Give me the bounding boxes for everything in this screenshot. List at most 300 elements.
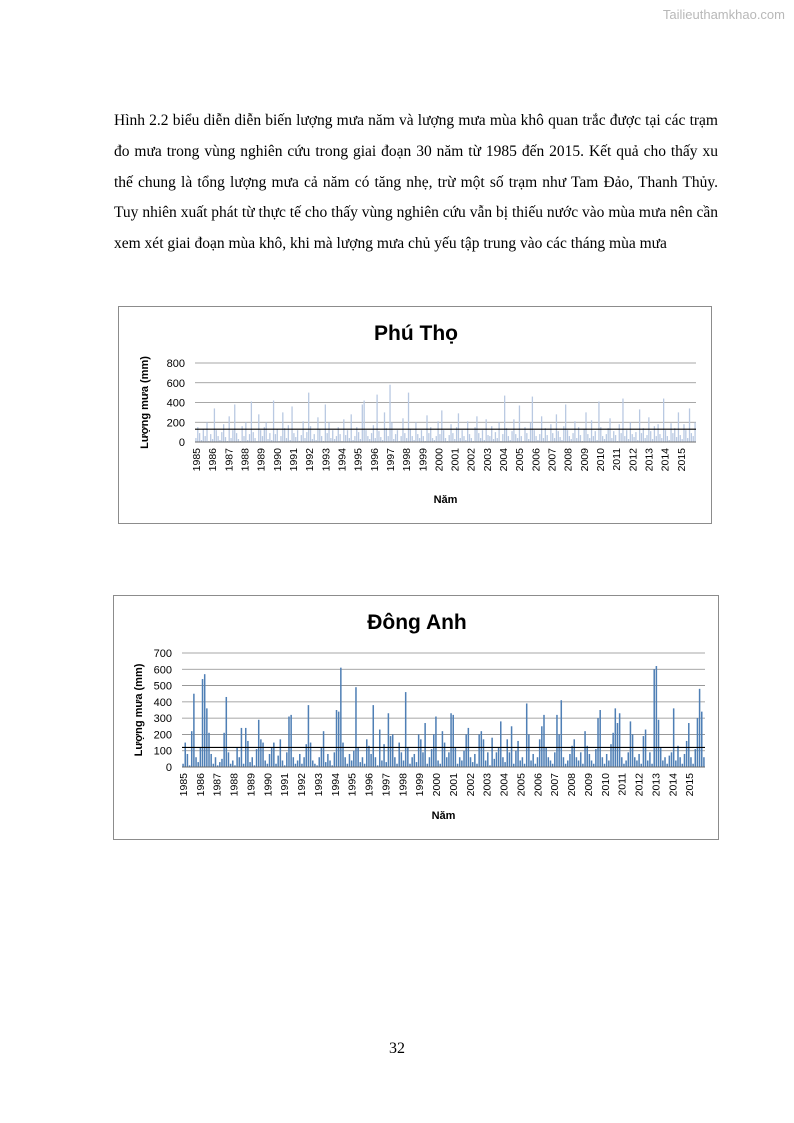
bar [615, 435, 616, 442]
x-tick-label: 2014 [667, 773, 680, 797]
bar [528, 734, 530, 767]
bar [334, 752, 336, 767]
bar [386, 428, 387, 442]
bar [569, 754, 571, 767]
bar [509, 752, 511, 767]
bar [301, 435, 302, 442]
bar [630, 422, 631, 442]
bar [687, 438, 688, 442]
bar [646, 435, 647, 442]
bar [290, 715, 292, 767]
bar [236, 433, 237, 442]
x-tick-label: 2012 [627, 448, 640, 472]
bar [611, 438, 612, 442]
x-tick-label: 1988 [239, 448, 252, 472]
bar [446, 757, 448, 767]
bar [340, 668, 342, 767]
bar [677, 746, 679, 767]
bar [465, 734, 467, 767]
bar [632, 434, 633, 442]
bar [699, 689, 701, 767]
bar [649, 752, 651, 767]
bar [193, 694, 195, 767]
bar [435, 717, 437, 767]
bar [694, 422, 695, 442]
y-tick-label: 600 [153, 664, 172, 677]
x-tick-label: 2004 [498, 773, 511, 797]
bar [695, 749, 697, 767]
bar [561, 700, 563, 767]
bar [660, 747, 662, 767]
bar [615, 708, 617, 767]
x-tick-label: 2000 [433, 448, 446, 472]
x-tick-label: 1996 [368, 448, 381, 472]
bar [680, 435, 681, 442]
bar [406, 438, 407, 442]
bar [318, 757, 320, 767]
bar [521, 436, 522, 442]
bar [392, 734, 394, 767]
bar [513, 419, 514, 442]
bar [204, 674, 206, 767]
bar [336, 436, 337, 442]
bar [455, 747, 457, 767]
bar [253, 432, 254, 442]
chart-phu-tho-svg [119, 307, 713, 525]
bar [230, 438, 231, 442]
bar [497, 438, 498, 442]
x-tick-label: 2009 [578, 448, 591, 472]
bar [656, 436, 657, 442]
bar [422, 752, 424, 767]
bar [448, 752, 450, 767]
bar [282, 760, 284, 767]
bar [349, 438, 350, 442]
bar [251, 757, 253, 767]
bar [275, 434, 276, 442]
x-tick-label: 2003 [481, 448, 494, 472]
bar [489, 436, 490, 442]
bar [632, 734, 634, 767]
bar [491, 738, 493, 767]
bar [591, 420, 592, 442]
bar [517, 438, 518, 442]
bar [635, 432, 636, 442]
bar [606, 754, 608, 767]
bar [511, 726, 513, 767]
bar [258, 414, 259, 442]
bar [269, 754, 271, 767]
bar [297, 760, 299, 767]
bar [482, 430, 483, 442]
bar [338, 712, 340, 767]
bar [360, 762, 362, 767]
bar [221, 432, 222, 442]
bar [375, 757, 377, 767]
bar [480, 438, 481, 442]
bar [494, 759, 496, 767]
bar [388, 436, 389, 442]
bar [539, 739, 541, 767]
x-tick-label: 1991 [279, 773, 292, 797]
x-tick-label: 2011 [611, 448, 624, 471]
bar [608, 428, 609, 442]
bar [571, 746, 573, 767]
bar [284, 428, 285, 442]
bar [332, 430, 333, 442]
bar [622, 399, 623, 442]
x-tick-label: 2001 [447, 773, 460, 797]
bar [530, 422, 531, 442]
bar [686, 741, 688, 767]
x-tick-label: 2013 [650, 773, 663, 797]
bar [403, 760, 405, 767]
bar [388, 713, 390, 767]
x-tick-label: 2007 [546, 448, 559, 472]
bar [645, 730, 647, 767]
bar [232, 760, 234, 767]
bar [366, 739, 368, 767]
bar [584, 429, 585, 442]
bar [328, 422, 329, 442]
bar [206, 708, 208, 767]
x-tick-label: 1986 [207, 448, 220, 472]
bar [526, 433, 527, 442]
bar [612, 733, 614, 767]
bar [245, 422, 246, 442]
bar [641, 433, 642, 442]
bar [398, 743, 400, 767]
bar [243, 436, 244, 442]
bar [539, 434, 540, 442]
bar [639, 409, 640, 442]
x-tick-label: 2000 [431, 773, 444, 797]
bar [659, 434, 660, 442]
bar [563, 757, 565, 767]
bar [463, 436, 464, 442]
x-tick-label: 1991 [287, 448, 300, 472]
y-tick-label: 100 [153, 745, 172, 758]
bar [431, 749, 433, 767]
x-tick-label: 2005 [514, 448, 527, 472]
bar [215, 757, 217, 767]
bar [402, 418, 403, 442]
watermark: Tailieuthamkhao.com [662, 7, 785, 22]
bar [585, 412, 586, 442]
bar [184, 743, 186, 767]
bar [411, 757, 413, 767]
y-tick-label: 200 [153, 729, 172, 742]
bar [293, 433, 294, 442]
bar [323, 731, 325, 767]
bar [461, 430, 462, 442]
y-axis-title: Lượng mưa (mm) [133, 663, 145, 757]
page-number: 32 [389, 1040, 405, 1057]
bar [432, 438, 433, 442]
y-tick-label: 700 [153, 648, 172, 660]
bar [408, 393, 409, 442]
bar [405, 692, 407, 767]
bar [683, 424, 684, 442]
bar [573, 739, 575, 767]
bar [445, 438, 446, 442]
bar [458, 413, 459, 442]
chart-dong-anh [113, 595, 719, 840]
bar [417, 434, 418, 442]
bar [645, 438, 646, 442]
bar [325, 404, 326, 442]
bar [288, 717, 290, 767]
bar [460, 438, 461, 442]
bar [481, 731, 483, 767]
bar [519, 405, 520, 442]
y-axis-title: Lượng mưa (mm) [139, 356, 151, 449]
x-tick-label: 1995 [352, 448, 365, 472]
x-tick-label: 2003 [481, 773, 494, 797]
bar [308, 393, 309, 442]
bar [701, 712, 703, 767]
x-tick-label: 1993 [312, 773, 325, 797]
bar [543, 438, 544, 442]
bar [638, 754, 640, 767]
bar [327, 433, 328, 442]
x-tick-label: 2010 [599, 773, 612, 797]
bar [389, 385, 390, 442]
bar [303, 421, 304, 442]
x-tick-label: 2007 [549, 773, 562, 797]
bar [532, 754, 534, 767]
bar [478, 433, 479, 442]
bar [370, 754, 372, 767]
bar [325, 762, 327, 767]
bar [327, 754, 329, 767]
bar [547, 435, 548, 442]
y-tick-label: 0 [165, 762, 172, 774]
x-tick-label: 1996 [363, 773, 376, 797]
x-tick-label: 1985 [191, 448, 203, 472]
bar [247, 741, 249, 767]
bar [506, 739, 508, 767]
bar [495, 432, 496, 442]
x-tick-label: 2008 [562, 448, 575, 472]
bar [537, 757, 539, 767]
bar [669, 756, 671, 767]
bar [498, 747, 500, 767]
bar [504, 396, 505, 442]
bar [421, 430, 422, 442]
x-tick-label: 1989 [255, 448, 268, 472]
bar [379, 730, 381, 767]
bar [208, 733, 210, 767]
bar [385, 762, 387, 767]
bar [423, 436, 424, 442]
chart-title: Đông Anh [367, 611, 467, 634]
bar [219, 762, 221, 767]
bar [449, 435, 450, 442]
bar [200, 747, 202, 767]
bar [400, 436, 401, 442]
bar [424, 723, 426, 767]
bar [306, 432, 307, 442]
bar [487, 752, 489, 767]
bar [633, 437, 634, 442]
x-tick-label: 2008 [566, 773, 579, 797]
bar [280, 436, 281, 442]
bar [395, 434, 396, 442]
bar [312, 760, 314, 767]
bar [262, 436, 263, 442]
bar [368, 746, 370, 767]
bar [239, 757, 241, 767]
bar [609, 418, 610, 442]
bar [375, 438, 376, 442]
bar [500, 721, 502, 767]
y-tick-label: 200 [166, 417, 185, 430]
bar [249, 762, 251, 767]
bar [554, 438, 555, 442]
bar [595, 431, 596, 442]
bar [567, 760, 569, 767]
x-tick-label: 1989 [245, 773, 258, 797]
bar [418, 734, 420, 767]
bar [459, 757, 461, 767]
y-tick-label: 500 [153, 680, 172, 693]
bar [223, 733, 225, 767]
bar [412, 436, 413, 442]
bar [353, 751, 355, 767]
x-tick-label: 1988 [228, 773, 241, 797]
bar [407, 747, 409, 767]
bar [357, 747, 359, 767]
bar [271, 747, 273, 767]
bar [319, 429, 320, 442]
bar [349, 754, 351, 767]
bar [205, 436, 206, 442]
bar [280, 739, 282, 767]
bar [362, 404, 363, 442]
bar [650, 431, 651, 442]
bar [578, 760, 580, 767]
x-tick-label: 2002 [464, 773, 477, 797]
bar [269, 433, 270, 442]
bar [703, 757, 705, 767]
bar [303, 757, 305, 767]
x-axis-title: Năm [433, 494, 458, 506]
bar [676, 437, 677, 442]
bar [264, 760, 266, 767]
bar [663, 399, 664, 442]
bar [367, 436, 368, 442]
bar [517, 741, 519, 767]
bar [634, 757, 636, 767]
bar [697, 718, 699, 767]
bar [197, 762, 199, 767]
bar [342, 743, 344, 767]
bar [436, 436, 437, 442]
bar [203, 429, 204, 442]
bar [381, 760, 383, 767]
bar [415, 422, 416, 442]
bar [463, 751, 465, 767]
bar [548, 757, 550, 767]
x-tick-label: 1986 [194, 773, 207, 797]
bar [693, 436, 694, 442]
bar [673, 708, 675, 767]
x-tick-label: 2011 [616, 773, 629, 796]
bar [362, 757, 364, 767]
x-tick-label: 2013 [643, 448, 656, 472]
bar [556, 715, 558, 767]
bar [420, 739, 422, 767]
bar [254, 438, 255, 442]
bar [429, 757, 431, 767]
chart-phu-tho [118, 306, 712, 524]
bar [232, 430, 233, 442]
bar [504, 762, 506, 767]
bar [282, 412, 283, 442]
bar [664, 757, 666, 767]
y-tick-label: 800 [166, 358, 185, 370]
bar [486, 419, 487, 442]
bar [685, 430, 686, 442]
bar [437, 760, 439, 767]
bar [619, 713, 621, 767]
bar [345, 435, 346, 442]
x-tick-label: 2015 [675, 448, 688, 472]
bar [532, 397, 533, 442]
bar [515, 751, 517, 767]
bar [191, 731, 193, 767]
bar [450, 713, 452, 767]
chart-dong-anh-svg [114, 596, 720, 841]
bar [419, 438, 420, 442]
y-tick-label: 400 [166, 397, 185, 410]
bar [662, 760, 664, 767]
x-tick-label: 1990 [262, 773, 275, 797]
bar [552, 433, 553, 442]
bar [228, 752, 230, 767]
x-tick-label: 1985 [178, 773, 190, 797]
bar [394, 757, 396, 767]
bar [354, 436, 355, 442]
bar [471, 438, 472, 442]
bar [295, 437, 296, 442]
bar [437, 421, 438, 442]
x-tick-label: 2002 [465, 448, 478, 472]
bar [485, 760, 487, 767]
x-tick-label: 1990 [271, 448, 284, 472]
bar [586, 746, 588, 767]
bar [613, 431, 614, 442]
bar [391, 422, 392, 442]
bar [410, 429, 411, 442]
x-tick-label: 1993 [320, 448, 333, 472]
bar [444, 743, 446, 767]
bar [380, 437, 381, 442]
bar [273, 743, 275, 767]
body-paragraph: Hình 2.2 biểu diễn diễn biến lượng mưa năm và lượng mưa mùa khô quan trắc được tại các trạm đo mưa trong vùng nghiên cứu trong giai đoạn 30 năm từ 1985 đến 2015. Kết quả cho thấy xu thế chung là tổng lượng mưa cả năm có tăng nhẹ, trừ một số trạm như Tam Đảo, Thanh Thủy. Tuy nhiên xuất phát từ thực tế cho thấy vùng nghiên cứu vẫn bị thiếu nước vào mùa mưa nên cần xem xét giai đoạn mùa khô, khi mà lượng mưa chủ yếu tập trung vào các tháng mùa mưa [114, 112, 718, 253]
bar [515, 434, 516, 442]
bar [487, 435, 488, 442]
bar [647, 760, 649, 767]
bar [589, 438, 590, 442]
bar [214, 408, 215, 442]
bar [628, 752, 630, 767]
bar [625, 760, 627, 767]
bar [661, 438, 662, 442]
bar [691, 433, 692, 442]
bar [550, 760, 552, 767]
